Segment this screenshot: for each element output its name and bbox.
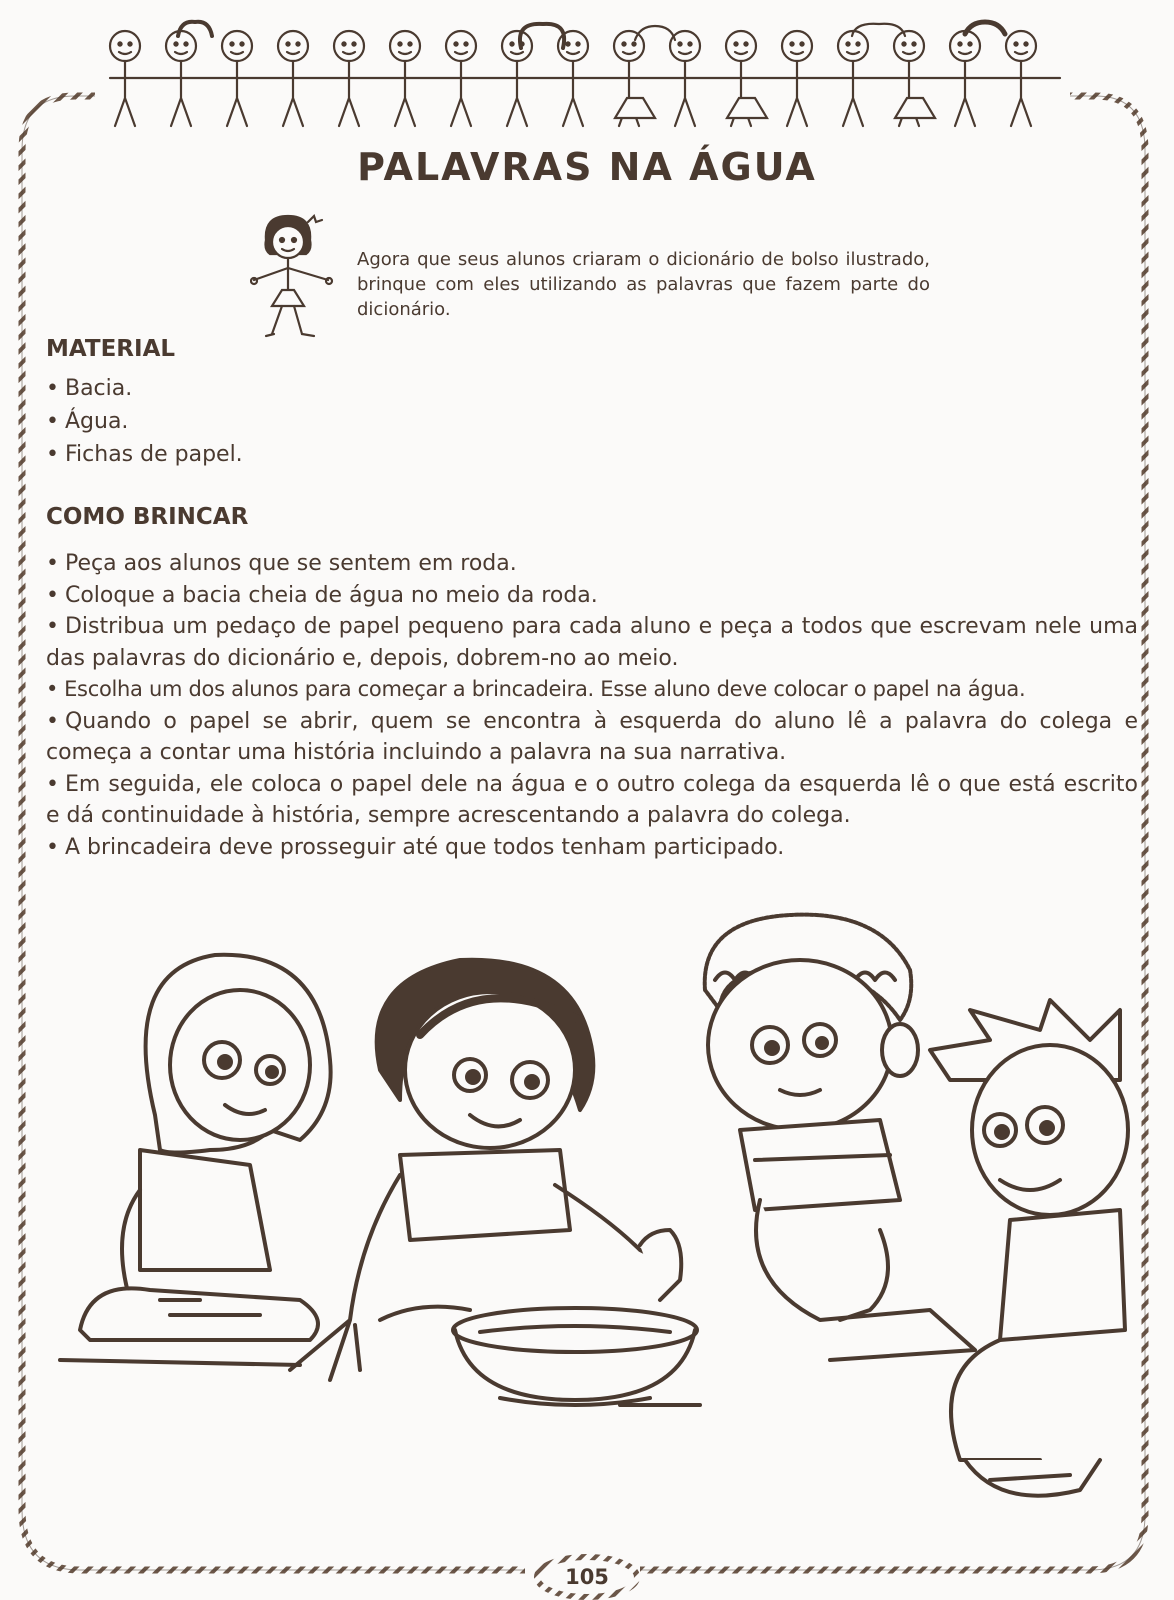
list-item: • Em seguida, ele coloca o papel dele na água e o outro colega da esquerda lê o que está escrito e dá continuidade à história, sempre acrescentando a palavra do colega. — [46, 771, 1138, 828]
bullet-icon: • — [46, 708, 59, 734]
list-item: • Fichas de papel. — [46, 442, 243, 467]
bullet-icon: • — [46, 551, 59, 576]
material-heading: MATERIAL — [46, 336, 176, 362]
list-item: • Bacia. — [46, 376, 133, 401]
how-to-play-heading: COMO BRINCAR — [46, 504, 249, 530]
list-item: • Coloque a bacia cheia de água no meio da roda. — [46, 582, 598, 608]
bullet-icon: • — [46, 834, 59, 860]
intro-paragraph: Agora que seus alunos criaram o dicionário de bolso ilustrado, brinque com eles utilizando as palavras que fazem parte do dicionário. — [357, 249, 930, 320]
page-title: PALAVRAS NA ÁGUA — [357, 145, 817, 189]
list-item: • A brincadeira deve prosseguir até que todos tenham participado. — [46, 834, 785, 860]
list-item: • Quando o papel se abrir, quem se encontra à esquerda do aluno lê a palavra do colega e começa a contar uma história incluindo a palavra na sua narrativa. — [46, 708, 1138, 765]
boy-curly-figure — [705, 915, 975, 1360]
bullet-icon: • — [46, 614, 59, 639]
boy-spiky-figure — [930, 1000, 1128, 1496]
basin-figure — [453, 1308, 697, 1405]
bullet-icon: • — [46, 677, 59, 701]
children-around-basin-illustration — [0, 900, 1174, 1555]
bullet-icon: • — [46, 409, 59, 434]
list-item: • Distribua um pedaço de papel pequeno para cada aluno e peça a todos que escrevam nele uma das palavras do dicionário e, depois, dobrem-no ao meio. — [46, 614, 1138, 671]
material-list — [46, 372, 243, 471]
page-number: 105 — [565, 1565, 609, 1589]
bullet-icon: • — [46, 771, 59, 797]
list-item: • Peça aos alunos que se sentem em roda. — [46, 551, 517, 576]
list-item: • Água. — [46, 409, 129, 434]
girl-mascot-icon — [250, 210, 340, 345]
how-to-play-list — [46, 548, 1138, 863]
bullet-icon: • — [46, 376, 59, 401]
bullet-icon: • — [46, 442, 59, 467]
list-item: • Escolha um dos alunos para começar a brincadeira. Esse aluno deve colocar o papel na água. — [46, 677, 1026, 701]
bullet-icon: • — [46, 582, 59, 608]
kids-holding-hands-illustration — [95, 8, 1075, 133]
girl-left-figure — [80, 955, 331, 1340]
